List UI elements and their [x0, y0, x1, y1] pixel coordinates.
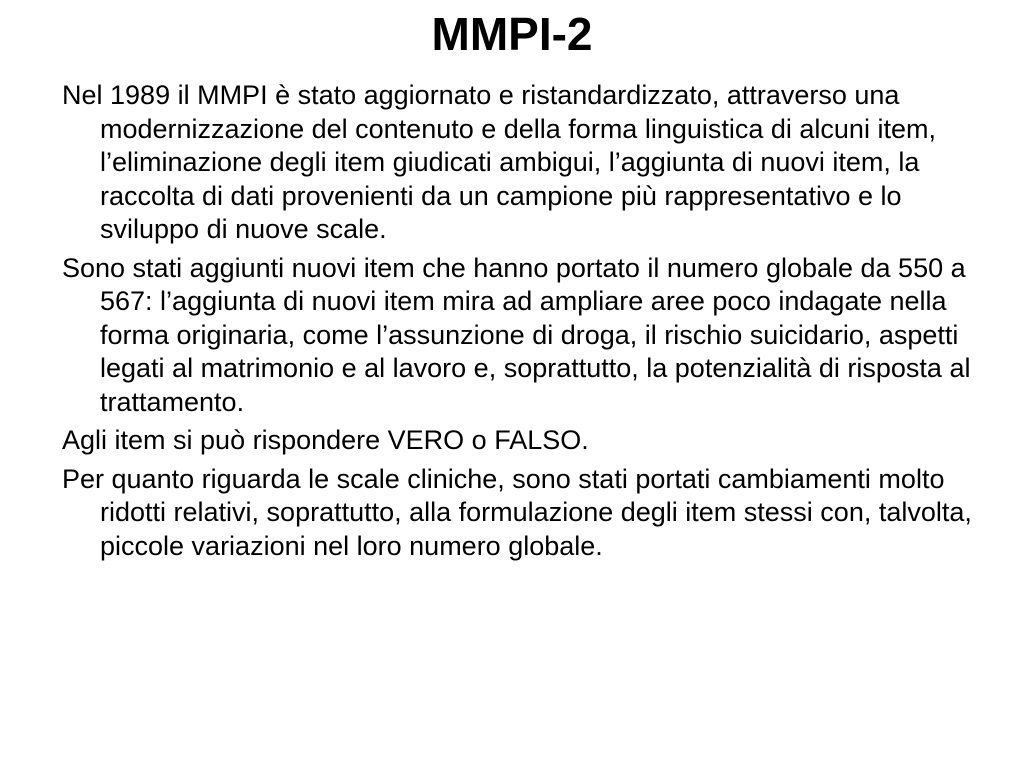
slide-body — [62, 79, 972, 568]
paragraph-response-format: Agli item si può rispondere VERO o FALSO. — [62, 425, 589, 455]
paragraph-new-items: Sono stati aggiunti nuovi item che hanno portato il numero globale da 550 a 567: l’aggiunta di nuovi item mira ad ampliare aree poco indagate nella forma originaria, come l’assunzione di droga, il rischio suicidario, aspetti legati al matrimonio e al lavoro e, soprattutto, la potenzialità di risposta al trattamento. — [62, 252, 971, 417]
slide-title: MMPI-2 — [431, 8, 593, 60]
paragraph-clinical-scales: Per quanto riguarda le scale cliniche, sono stati portati cambiamenti molto ridotti relativi, soprattutto, alla formulazione degli item stessi con, talvolta, piccole variazioni nel loro numero globale. — [62, 463, 972, 561]
paragraph-revision: Nel 1989 il MMPI è stato aggiornato e ristandardizzato, attraverso una modernizzazione del contenuto e della forma linguistica di alcuni item, l’eliminazione degli item giudicati ambigui, l’aggiunta di nuovi item, la raccolta di dati provenienti da un campione più rappresentativo e lo sviluppo di nuove scale. — [62, 80, 936, 244]
